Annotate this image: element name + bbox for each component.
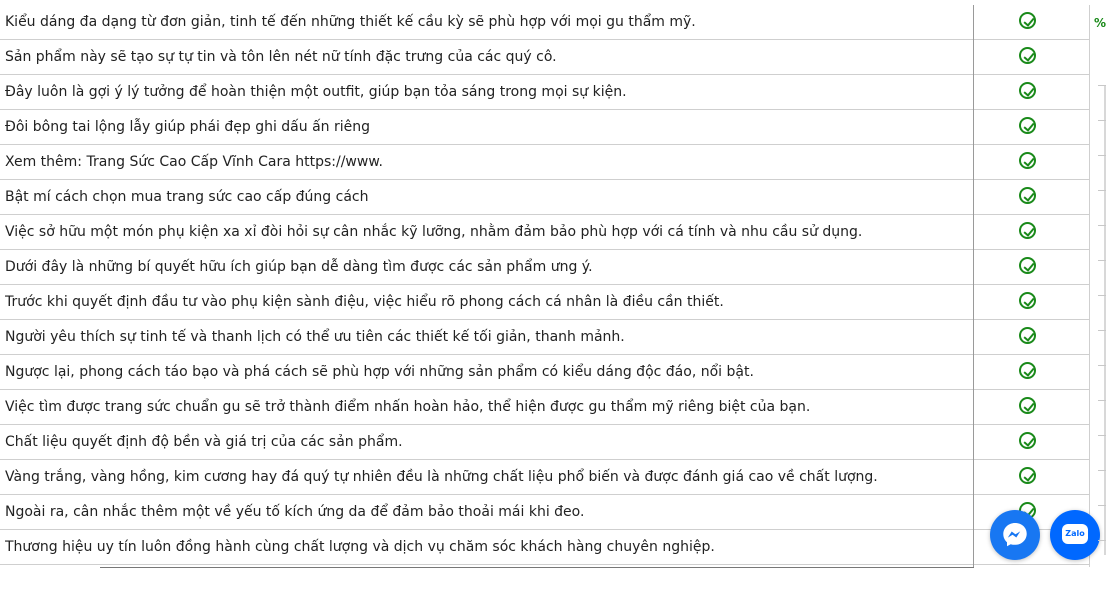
check-circle-icon — [1019, 362, 1036, 379]
table-row — [0, 285, 1090, 320]
side-tick — [1098, 505, 1106, 506]
table-row — [0, 390, 1090, 425]
table-row — [0, 495, 1090, 530]
table-row — [0, 110, 1090, 145]
check-circle-icon — [1019, 47, 1036, 64]
check-circle-icon — [1019, 222, 1036, 239]
side-tick — [1098, 435, 1106, 436]
check-circle-icon — [1019, 432, 1036, 449]
check-circle-icon — [1019, 257, 1036, 274]
side-tick — [1098, 155, 1106, 156]
table-row — [0, 5, 1090, 40]
side-tick — [1098, 400, 1106, 401]
row-text: Ngược lại, phong cách táo bạo và phá cách sẽ phù hợp với những sản phẩm có kiểu dáng độc đáo, nổi bật. — [5, 364, 754, 380]
row-text: Chất liệu quyết định độ bền và giá trị của các sản phẩm. — [5, 434, 403, 450]
column-divider — [973, 5, 974, 567]
table-bottom-rule — [100, 567, 974, 568]
check-circle-icon — [1019, 82, 1036, 99]
zalo-icon: Zalo — [1062, 524, 1088, 544]
row-text: Việc sở hữu một món phụ kiện xa xỉ đòi hỏi sự cân nhắc kỹ lưỡng, nhằm đảm bảo phù hợp với cá tính và nhu cầu sử dụng. — [5, 224, 863, 240]
side-tick — [1098, 540, 1106, 541]
check-circle-icon — [1019, 397, 1036, 414]
side-tick — [1098, 295, 1106, 296]
side-tick — [1098, 260, 1106, 261]
row-text: Ngoài ra, cân nhắc thêm một về yếu tố kích ứng da để đảm bảo thoải mái khi đeo. — [5, 504, 585, 520]
messenger-icon — [1001, 521, 1029, 549]
table-row — [0, 425, 1090, 460]
row-text: Dưới đây là những bí quyết hữu ích giúp bạn dễ dàng tìm được các sản phẩm ưng ý. — [5, 259, 593, 275]
row-text: Thương hiệu uy tín luôn đồng hành cùng chất lượng và dịch vụ chăm sóc khách hàng chuyên nghiệp. — [5, 539, 715, 555]
row-text: Vàng trắng, vàng hồng, kim cương hay đá quý tự nhiên đều là những chất liệu phổ biến và được đánh giá cao về chất lượng. — [5, 469, 878, 485]
check-circle-icon — [1019, 117, 1036, 134]
table-row — [0, 355, 1090, 390]
table-right-border — [1089, 5, 1090, 567]
row-text: Kiểu dáng đa dạng từ đơn giản, tinh tế đến những thiết kế cầu kỳ sẽ phù hợp với mọi gu thẩm mỹ. — [5, 14, 696, 30]
check-circle-icon — [1019, 467, 1036, 484]
row-text: Xem thêm: Trang Sức Cao Cấp Vĩnh Cara https://www. — [5, 154, 383, 170]
messenger-chat-button[interactable] — [990, 510, 1040, 560]
side-tick — [1098, 225, 1106, 226]
table-row — [0, 145, 1090, 180]
table-row — [0, 460, 1090, 495]
side-tick — [1098, 85, 1106, 86]
table-row — [0, 320, 1090, 355]
checklist-table — [0, 5, 1090, 565]
table-row — [0, 215, 1090, 250]
side-tick — [1098, 120, 1106, 121]
side-tick — [1098, 470, 1106, 471]
row-text: Trước khi quyết định đầu tư vào phụ kiện sành điệu, việc hiểu rõ phong cách cá nhân là điều cần thiết. — [5, 294, 724, 310]
row-text: Bật mí cách chọn mua trang sức cao cấp đúng cách — [5, 189, 369, 205]
percent-label: % — [1094, 16, 1107, 30]
check-circle-icon — [1019, 327, 1036, 344]
row-text: Người yêu thích sự tinh tế và thanh lịch có thể ưu tiên các thiết kế tối giản, thanh mảnh. — [5, 329, 625, 345]
side-tick — [1098, 330, 1106, 331]
check-circle-icon — [1019, 152, 1036, 169]
table-row — [0, 180, 1090, 215]
row-text: Sản phẩm này sẽ tạo sự tự tin và tôn lên nét nữ tính đặc trưng của các quý cô. — [5, 49, 557, 65]
check-circle-icon — [1019, 292, 1036, 309]
side-tick — [1098, 190, 1106, 191]
table-row — [0, 75, 1090, 110]
check-circle-icon — [1019, 187, 1036, 204]
side-tick — [1098, 365, 1106, 366]
check-circle-icon — [1019, 12, 1036, 29]
zalo-chat-button[interactable] — [1050, 510, 1100, 560]
row-text: Đây luôn là gợi ý lý tưởng để hoàn thiện một outfit, giúp bạn tỏa sáng trong mọi sự kiện. — [5, 84, 627, 100]
row-text: Việc tìm được trang sức chuẩn gu sẽ trở thành điểm nhấn hoàn hảo, thể hiện được gu thẩm mỹ riêng biệt của bạn. — [5, 399, 811, 415]
row-text: Đôi bông tai lộng lẫy giúp phái đẹp ghi dấu ấn riêng — [5, 119, 371, 135]
table-row — [0, 250, 1090, 285]
table-row — [0, 530, 1090, 565]
table-row — [0, 40, 1090, 75]
